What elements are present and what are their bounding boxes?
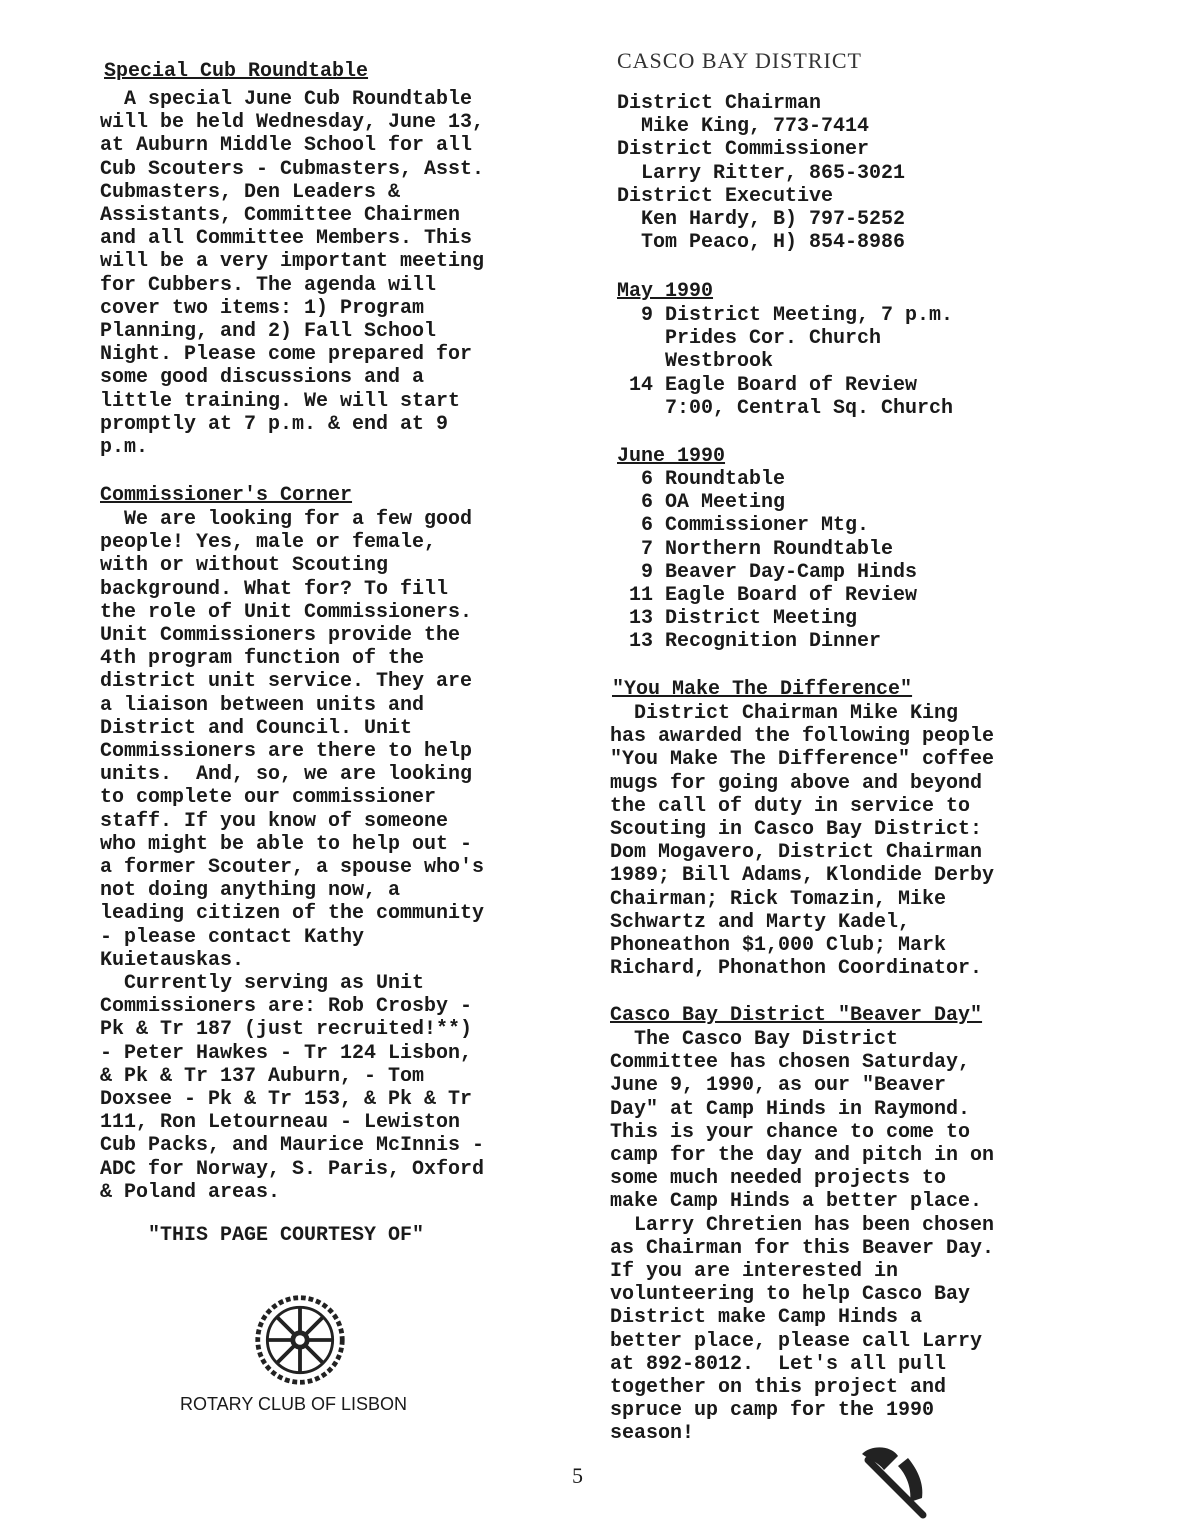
text-line: - Peter Hawkes - Tr 124 Lisbon, [100,1041,473,1065]
text-line: Cubmasters, Den Leaders & [100,180,401,204]
text-line: promptly at 7 p.m. & end at 9 [100,412,449,436]
text-line: make Camp Hinds a better place. [610,1190,983,1214]
text-line: Ken Hardy, B) 797-5252 [617,208,906,232]
text-line: to complete our commissioner [100,786,437,810]
text-line: little training. We will start [100,389,461,413]
text-line: Larry Chretien has been chosen [610,1213,995,1237]
text-line: Cub Scouters - Cubmasters, Asst. [100,157,485,181]
text-line: 1989; Bill Adams, Klondide Derby [610,864,995,888]
text-line: Larry Ritter, 865-3021 [617,161,906,185]
text-line: Commissioners are there to help [100,740,473,764]
text-line: Commissioners are: Rob Crosby - [100,995,473,1019]
text-line: with or without Scouting [100,554,389,578]
text-line: 4th program function of the [100,647,425,671]
text-line: mugs for going above and beyond [610,771,983,795]
text-line: Day" at Camp Hinds in Raymond. [610,1097,971,1121]
text-line: the role of Unit Commissioners. [100,600,473,624]
text-line: Assistants, Committee Chairmen [100,204,461,228]
commissioners-corner-heading: Commissioner's Corner [100,484,353,507]
text-line: staff. If you know of someone [100,809,449,833]
text-line: some good discussions and a [100,366,425,390]
may-1990-list [617,304,953,420]
text-line: Tom Peaco, H) 854-8986 [617,231,906,255]
text-line: together on this project and [610,1376,947,1400]
text-line: p.m. [100,436,149,460]
text-line: Currently serving as Unit [100,972,425,996]
text-line: June 9, 1990, as our "Beaver [610,1074,947,1098]
text-line: Pk & Tr 187 (just recruited!**) [100,1018,473,1042]
text-line: Schwartz and Marty Kadel, [610,910,911,934]
text-line: cover two items: 1) Program [100,296,425,320]
text-line: 9 District Meeting, 7 p.m. [617,304,954,327]
district-officers [617,92,905,254]
text-line: the call of duty in service to [610,794,971,818]
text-line: 11 Eagle Board of Review [617,584,918,608]
courtesy-line: "THIS PAGE COURTESY OF" [148,1224,425,1247]
commissioners-corner-body [100,508,484,1204]
text-line: units. And, so, we are looking [100,763,473,787]
text-line: will be a very important meeting [100,250,485,274]
text-line: Westbrook [617,350,774,374]
text-line: 9 Beaver Day-Camp Hinds [617,560,918,584]
text-line: 7 Northern Roundtable [617,537,894,561]
text-line: some much needed projects to [610,1167,947,1191]
text-line: 6 Commissioner Mtg. [617,514,870,538]
text-line: 6 OA Meeting [617,491,786,515]
text-line: 14 Eagle Board of Review [617,373,918,397]
text-line: Prides Cor. Church [617,327,882,351]
text-line: people! Yes, male or female, [100,531,437,555]
text-line: Planning, and 2) Fall School [100,320,437,344]
text-line: Chairman; Rick Tomazin, Mike [610,887,947,911]
june-1990-list [617,468,917,654]
text-line: who might be able to help out - [100,832,473,856]
text-line: a former Scouter, a spouse who's [100,856,485,880]
text-line: 6 Roundtable [617,468,786,491]
axe-icon [848,1440,958,1520]
text-line: District Executive [617,184,834,208]
text-line: for Cubbers. The agenda will [100,273,437,297]
text-line: Doxsee - Pk & Tr 153, & Pk & Tr [100,1088,473,1112]
text-line: District make Camp Hinds a [610,1306,923,1330]
text-line: season! [610,1422,695,1446]
text-line: The Casco Bay District [610,1028,899,1051]
you-make-difference-body [610,702,994,980]
text-line: 111, Ron Letourneau - Lewiston [100,1111,461,1135]
beaver-day-heading: Casco Bay District "Beaver Day" [610,1004,983,1027]
text-line: & Poland areas. [100,1180,281,1204]
text-line: has awarded the following people [610,725,995,749]
text-line: Committee has chosen Saturday, [610,1051,971,1075]
text-line: A special June Cub Roundtable [100,88,473,111]
text-line: Phoneathon $1,000 Club; Mark [610,934,947,958]
text-line: as Chairman for this Beaver Day. [610,1236,995,1260]
rotary-club-name: ROTARY CLUB OF LISBON [180,1394,408,1414]
special-roundtable-body [100,88,484,459]
district-title: CASCO BAY DISTRICT [617,48,862,73]
text-line: Night. Please come prepared for [100,343,473,367]
text-line: - please contact Kathy [100,925,365,949]
text-line: 13 District Meeting [617,607,858,631]
text-line: background. What for? To fill [100,577,449,601]
june-1990-heading: June 1990 [617,445,726,468]
text-line: will be held Wednesday, June 13, [100,111,485,135]
text-line: Cub Packs, and Maurice McInnis - [100,1134,485,1158]
text-line: "You Make The Difference" coffee [610,748,995,772]
text-line: a liaison between units and [100,693,425,717]
text-line: 7:00, Central Sq. Church [617,396,954,420]
text-line: If you are interested in [610,1260,899,1284]
text-line: volunteering to help Casco Bay [610,1283,971,1307]
text-line: Richard, Phonathon Coordinator. [610,957,983,981]
may-1990-heading: May 1990 [617,280,714,303]
text-line: District Chairman [617,92,822,115]
text-line: ADC for Norway, S. Paris, Oxford [100,1157,485,1181]
text-line: This is your chance to come to [610,1120,971,1144]
text-line: at 892-8012. Let's all pull [610,1352,947,1376]
text-line: & Pk & Tr 137 Auburn, - Tom [100,1064,425,1088]
text-line: spruce up camp for the 1990 [610,1399,935,1423]
special-roundtable-heading: Special Cub Roundtable [104,60,369,83]
rotary-emblem-icon [252,1292,348,1388]
text-line: leading citizen of the community [100,902,485,926]
text-line: We are looking for a few good [100,508,473,531]
beaver-day-body [610,1028,994,1446]
text-line: camp for the day and pitch in on [610,1144,995,1168]
text-line: not doing anything now, a [100,879,401,903]
text-line: Unit Commissioners provide the [100,624,461,648]
text-line: District Chairman Mike King [610,702,959,725]
text-line: 13 Recognition Dinner [617,630,882,654]
text-line: Scouting in Casco Bay District: [610,818,983,842]
text-line: better place, please call Larry [610,1329,983,1353]
text-line: at Auburn Middle School for all [100,134,473,158]
text-line: district unit service. They are [100,670,473,694]
text-line: Kuietauskas. [100,948,245,972]
page-number: 5 [572,1463,583,1488]
text-line: District Commissioner [617,138,870,162]
you-make-difference-heading: "You Make The Difference" [612,678,913,701]
text-line: Mike King, 773-7414 [617,115,870,139]
text-line: Dom Mogavero, District Chairman [610,841,983,865]
text-line: and all Committee Members. This [100,227,473,251]
text-line: District and Council. Unit [100,716,413,740]
